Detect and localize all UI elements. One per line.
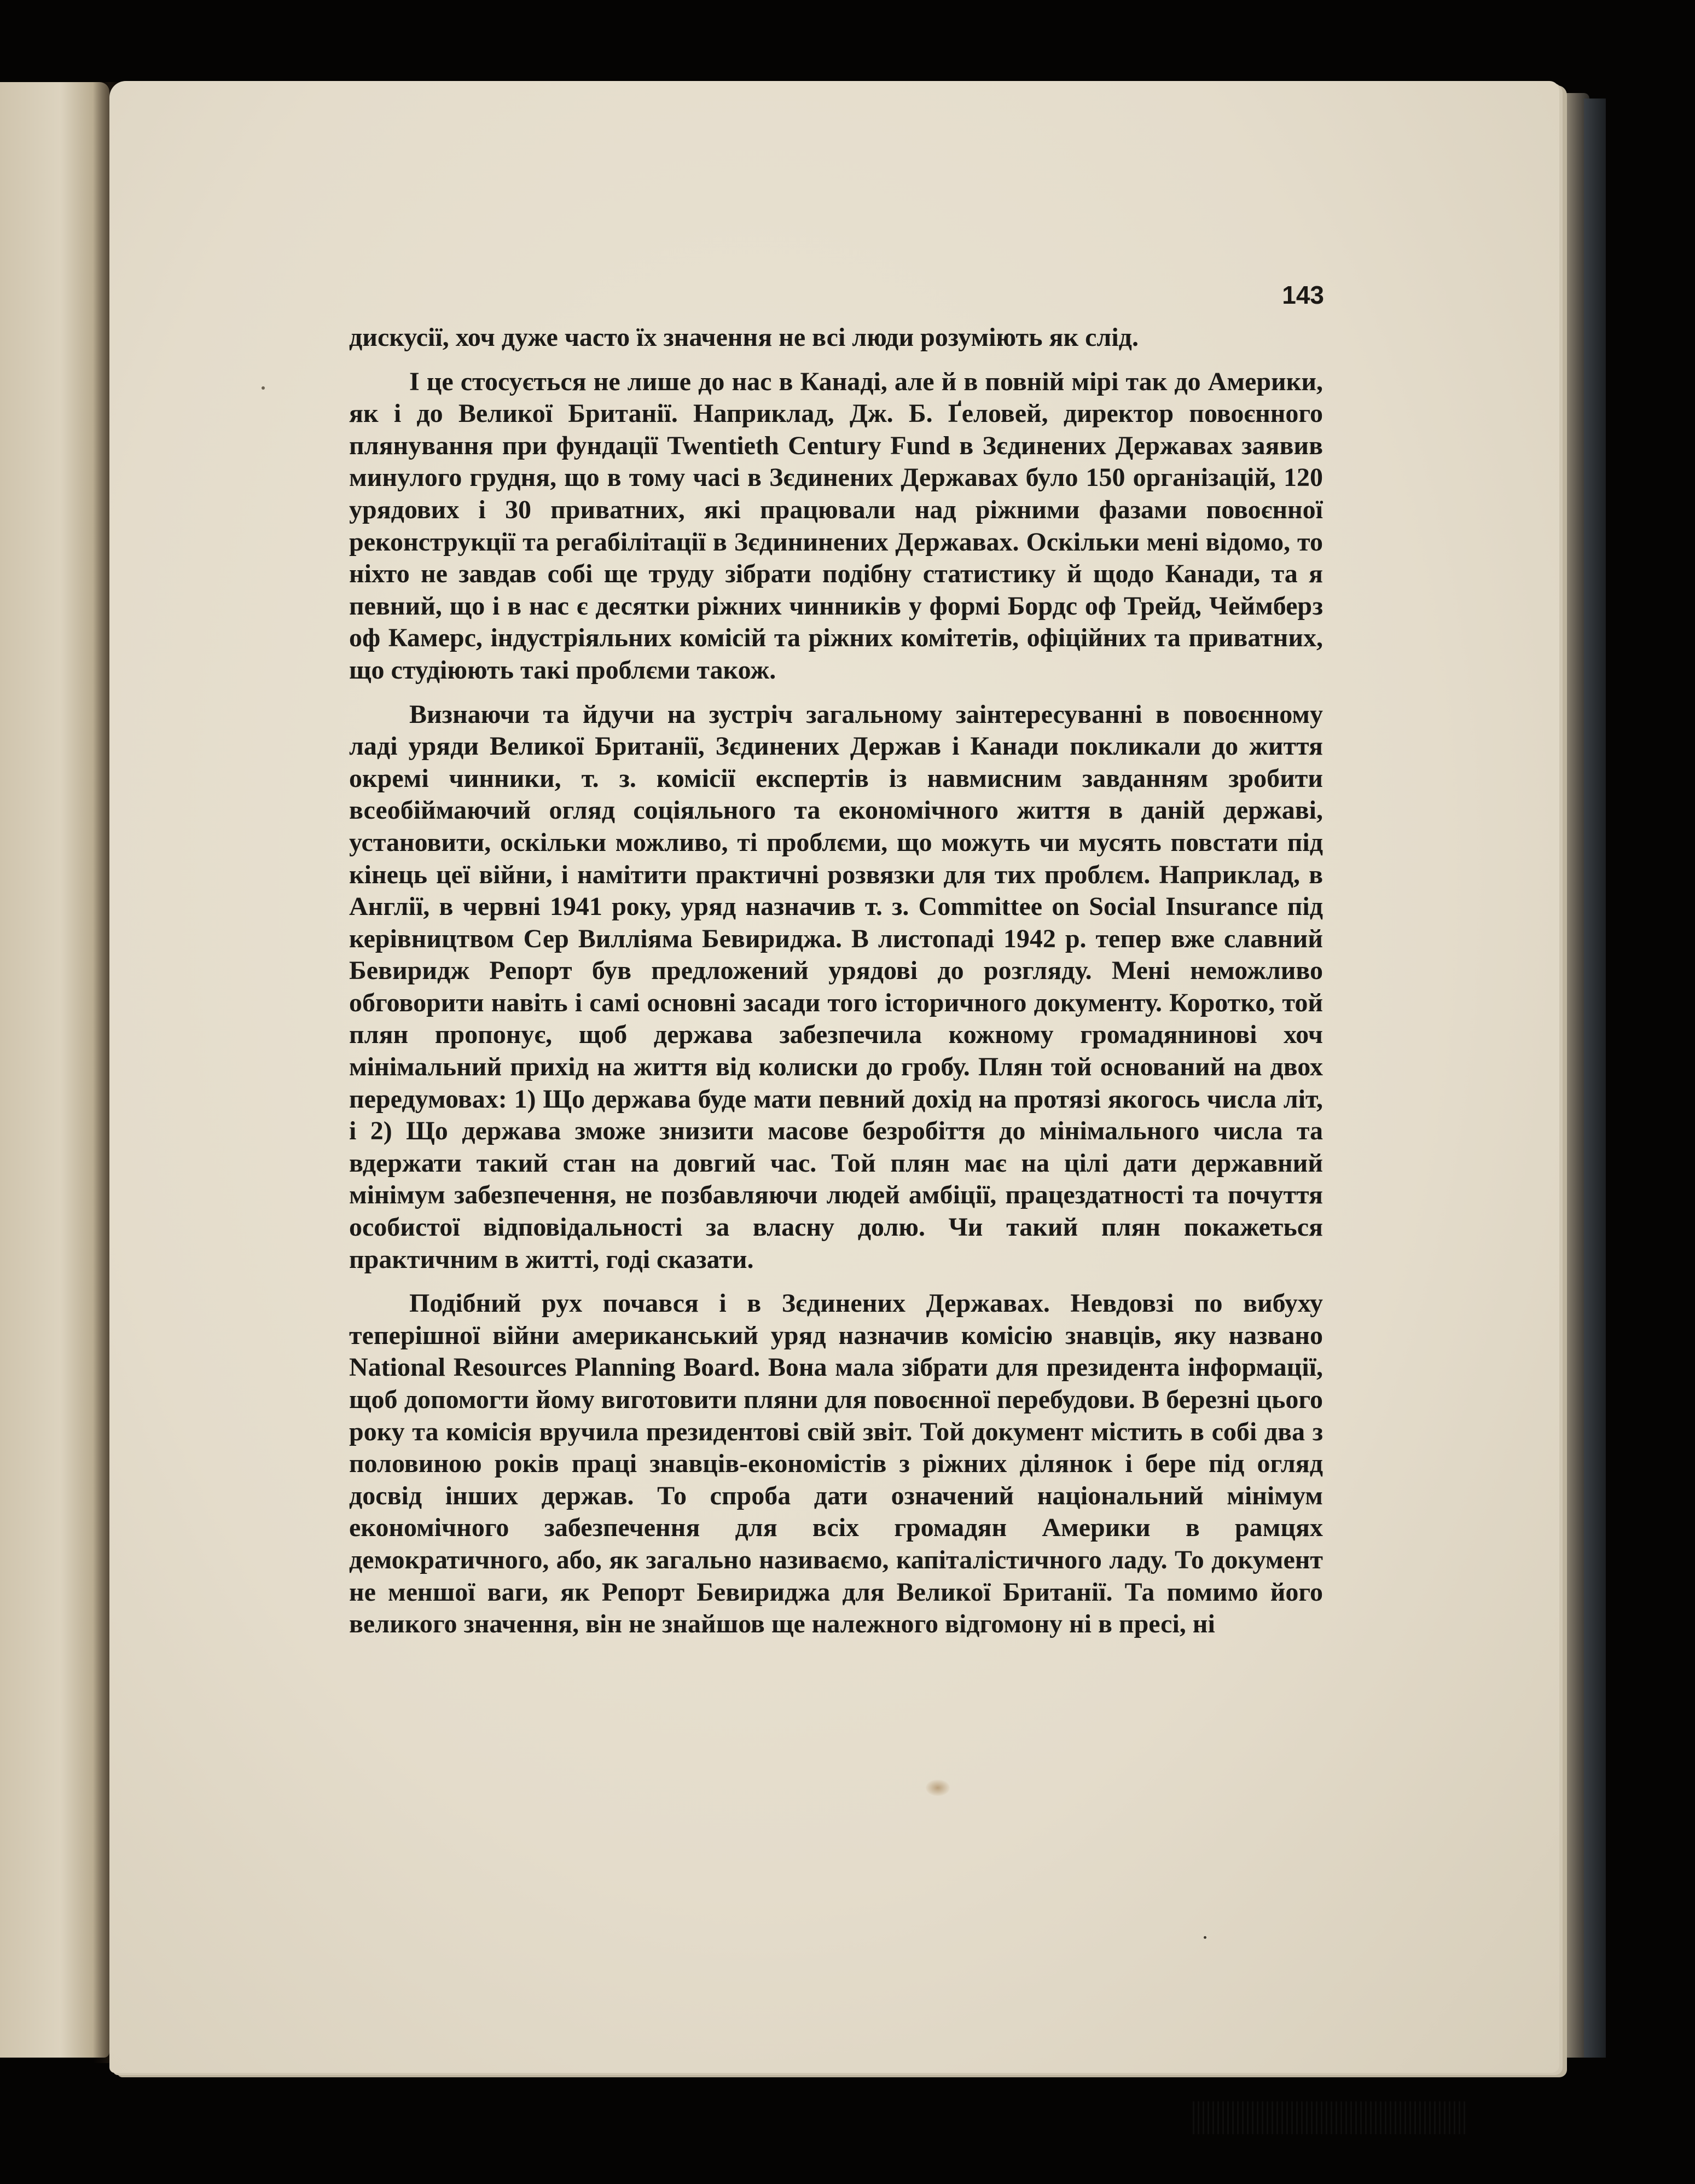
paragraph: І це стосується не лише до нас в Канаді, але й в повній мірі так до Америки, як і до Великої Британії. Наприклад, Дж. Б. Ґеловей, директор повоєнного плянування при фундації Twentieth Century Fund в Зєдинених Державах заявив минулого грудня, що в тому часі в Зєдинених Державах було 150 організацій, 120 урядових і 30 приватних, які працювали над ріжними фазами повоєнної реконструкції та регабілітації в Зєдининених Державах. Оскільки мені відомо, то ніхто не завдав собі ще труду зібрати подібну статистику й щодо Канади, та я певний, що і в нас є десятки ріжних чинників у формі Бордс оф Трейд, Чеймберз оф Камерс, індустріяльних комісій та ріжних комітетів, офіційних та приватних, що студіюють такі проблєми також. <box>349 367 1323 685</box>
paragraph: Визнаючи та йдучи на зустріч загальному заінтересуванні в повоєнному ладі уряди Великої Британії, Зєдинених Держав і Канади покликали до життя окремі чинники, т. з. комісії експертів із навмисним завданням зробити всеобіймаючий огляд соціяльного та економічного життя в даній державі, установити, оскільки можливо, ті проблєми, що можуть чи мусять повстати під кінець цеї війни, і намітити практичні розвязки для тих проблєм. Наприклад, в Англії, в червні 1941 року, уряд назначив т. з. Committee on Social Insurance під керівництвом Сер Вилліяма Бевириджа. В листопаді 1942 р. тепер вже славний Бевиридж Репорт був предложений урядові до розгляду. Мені неможливо обговорити навіть і самі основні засади того історичного документу. Коротко, той плян пропонує, щоб держава забезпечила кожному громадянинові хоч мінімальний прихід на життя від колиски до гробу. Плян той оснований на двох передумовах: 1) Що держава буде мати певний дохід на протязі якогось числа літ, і 2) Що держава зможе знизити масове безробіття до мінімального числа та вдержати такий стан на довгий час. Той плян має на цілі дати державний мінімум забезпечення, не позбавляючи людей амбіції, працездатності та почуття особистої відповідальності за власну долю. Чи такий плян покажеться практичним в житті, годі сказати. <box>349 699 1323 1274</box>
stray-ink-dot <box>1204 1936 1206 1939</box>
book-cover-edge <box>1584 99 1606 2058</box>
paragraph: Подібний рух почався і в Зєдинених Державах. Невдовзі по вибуху теперішної війни американський уряд назначив комісію знавців, яку названо National Resources Planning Board. Вона мала зібрати для президента інформації, щоб допомогти йому виготовити пляни для повоєнної перебудови. В березні цього року та комісія вручила президентові свій звіт. Той документ містить в собі два з половиною років праці знавців-економістів з ріжних ділянок і бере під огляд досвід інших держав. То спроба дати означений національний мінімум економічного забезпечення для всіх громадян Америки в рамцях демократичного, або, як загально називаємо, капіталістичного ладу. То документ не меншої ваги, як Репорт Бевириджа для Великої Британії. Та помимо його великого значення, він не знайшов ще належного відгомону ні в пресі, ні <box>349 1289 1323 1639</box>
stray-ink-mark <box>262 386 265 390</box>
scan-noise <box>1193 2101 1466 2134</box>
paragraph-continuation: дискусії, хоч дуже часто їх значення не всі люди розуміють як слід. <box>349 323 1139 352</box>
paper-stain <box>926 1780 950 1796</box>
page-body-text <box>349 322 1323 1799</box>
page-number: 143 <box>1282 281 1324 309</box>
